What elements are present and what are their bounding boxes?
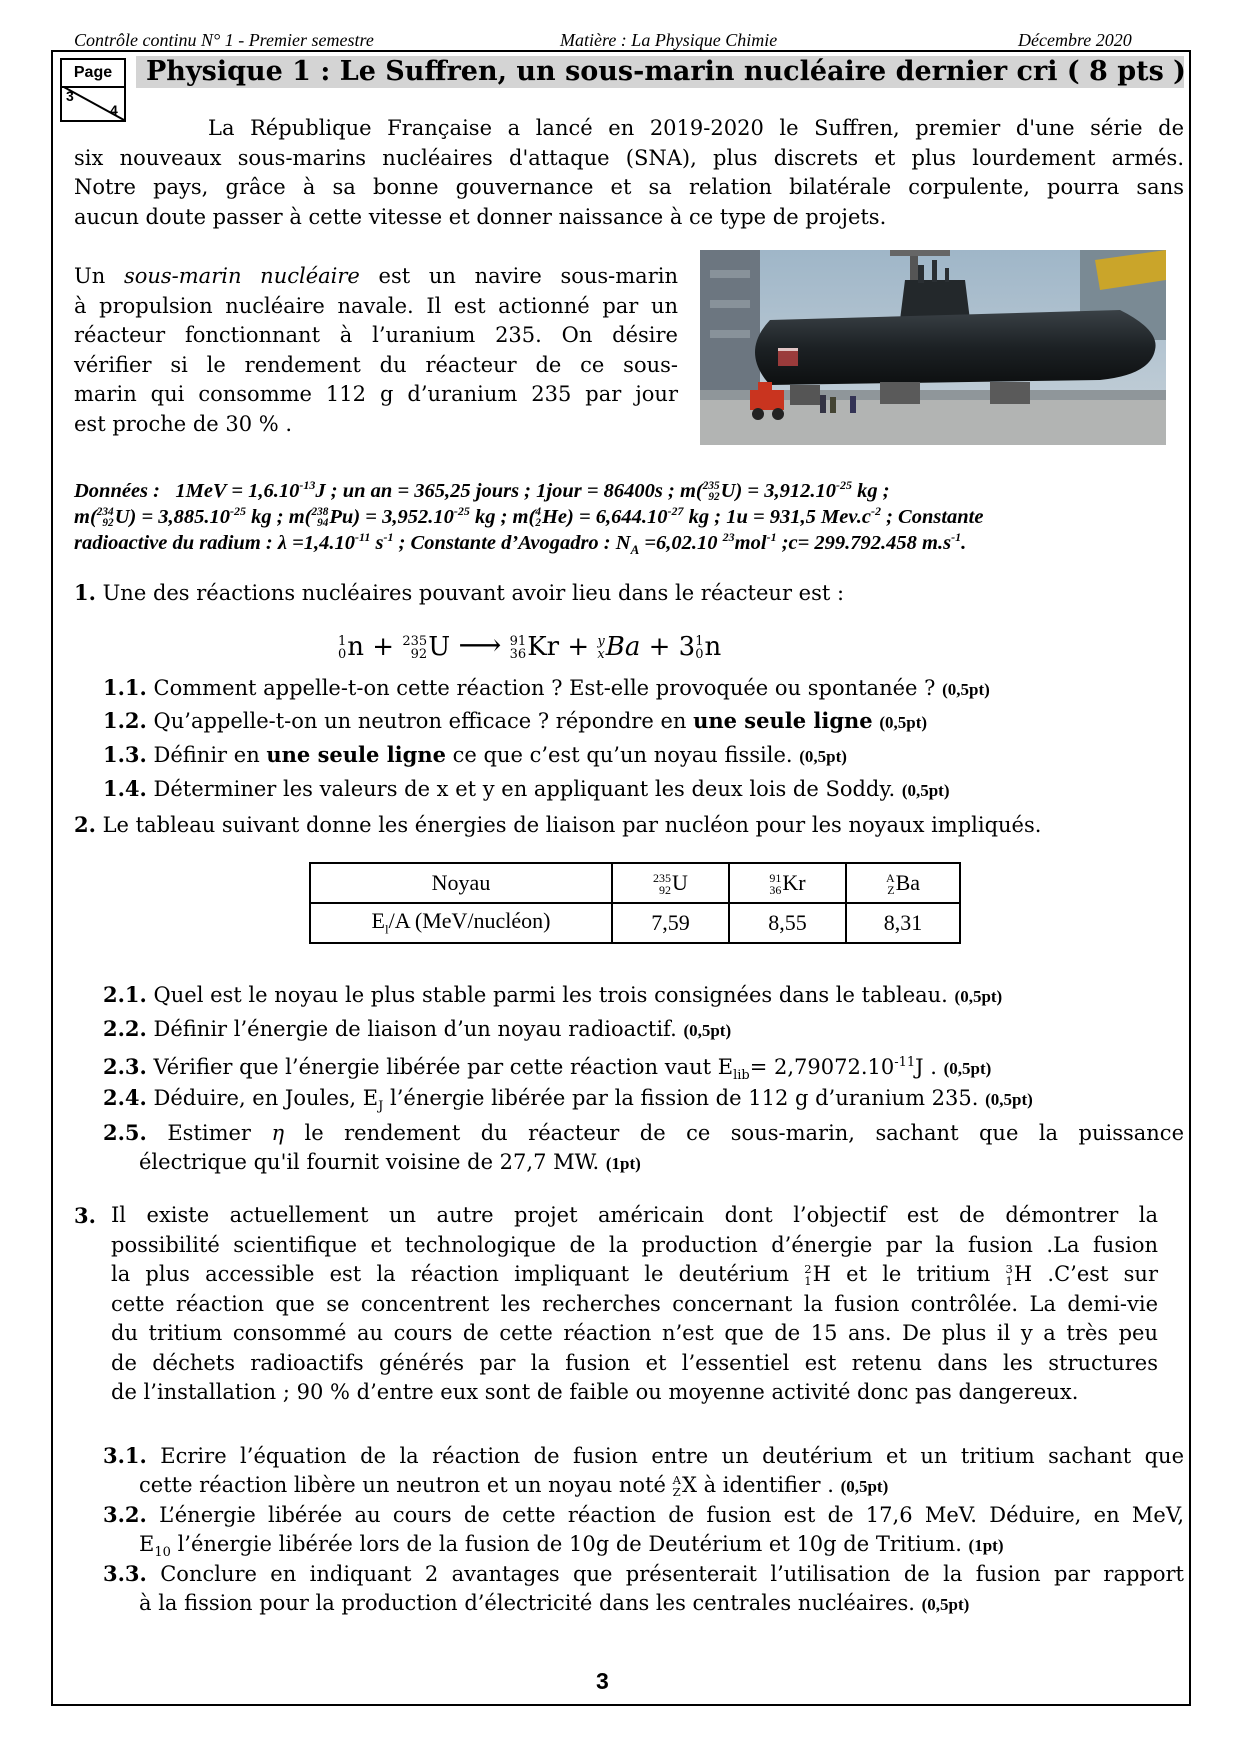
points: (0,5pt)	[942, 680, 990, 699]
data-exp: -2	[870, 504, 881, 518]
eq-neutron: n	[347, 632, 365, 662]
question-text: ce que c’est qu’un noyau fissile.	[445, 743, 800, 767]
question-number: 3.1.	[103, 1443, 147, 1468]
question-number: 2.2.	[103, 1016, 147, 1041]
points: (0,5pt)	[879, 713, 928, 732]
points: (0,5pt)	[799, 747, 847, 766]
question-number: 2.5.	[103, 1120, 147, 1145]
data-text: kg ; m(	[246, 505, 312, 528]
desc-line: vérifier si le rendement du réacteur de ce sous-	[74, 352, 678, 377]
eq-barium: Ba	[605, 632, 641, 662]
iso-n2: 1 0	[695, 634, 704, 662]
question-2-5	[103, 1118, 1184, 1178]
data-text: mol	[734, 531, 767, 554]
question-text: Qu’appelle-t-on un neutron efficace ? répondre en	[146, 709, 694, 733]
question-text: Déterminer les valeurs de x et y en appliquant les deux lois de Soddy.	[146, 777, 902, 801]
question-3-paragraph	[111, 1201, 1158, 1408]
iso-u: 235 92	[402, 634, 428, 662]
question-sub: J	[378, 1099, 384, 1115]
table-header-text: U	[672, 869, 688, 895]
question-text: le rendement du réacteur de ce sous-marin, sachant que la puissance	[284, 1121, 1184, 1145]
exercise-title: Physique 1 : Le Suffren, un sous-marin nucléaire dernier cri ( 8 pts )	[136, 56, 1184, 88]
eq-arrow: ⟶	[458, 628, 502, 663]
question-number: 3.	[74, 1203, 96, 1228]
question-number: 2.	[74, 812, 96, 837]
q3-line: du tritium consommé au cours de cette réaction n’est que de 15 ans. De plus il y a très peu	[111, 1321, 1158, 1345]
iso-pu238: 238 94	[311, 505, 329, 530]
question-text: électrique qu'il fournit voisine de 27,7 MW.	[139, 1150, 606, 1174]
table-cell: 8,55	[729, 903, 846, 943]
question-1-3	[103, 740, 847, 771]
question-2-1	[103, 980, 1002, 1011]
question-text: = 2,79072.10	[749, 1055, 895, 1079]
data-exp: -1	[383, 530, 394, 544]
iso-u235: 235 92	[702, 479, 720, 504]
data-exp: -25	[453, 504, 470, 518]
question-2	[74, 810, 1041, 840]
points: (0,5pt)	[921, 1595, 970, 1614]
question-text: Définir en	[146, 743, 267, 767]
data-text: kg ;	[851, 479, 890, 502]
iso-n: 1 0	[338, 634, 347, 662]
points: (0,5pt)	[901, 781, 950, 800]
data-exp: -27	[667, 504, 684, 518]
header-left: Contrôle continu N° 1 - Premier semestre	[74, 30, 374, 50]
data-text: ; Constante d’Avogadro : N	[393, 531, 631, 554]
desc-line: marin qui consomme 112 g d’uranium 235 par jour	[74, 382, 678, 406]
description-paragraph	[74, 262, 678, 439]
binding-energy-table	[309, 862, 961, 944]
page-label: Page	[62, 60, 124, 88]
question-2-4	[103, 1083, 1033, 1121]
question-1-2	[103, 706, 927, 737]
table-header: Noyau	[310, 863, 612, 903]
data-text: kg ; m(	[469, 505, 536, 528]
points: (0,5pt)	[954, 987, 1003, 1006]
intro-paragraph	[74, 114, 1184, 232]
question-text: cette réaction libère un neutron et un noyau noté	[139, 1473, 673, 1497]
q3-text: H .C’est sur	[1013, 1262, 1158, 1286]
desc-text: est un navire sous-marin	[359, 264, 678, 288]
iso-x: A Z	[672, 1472, 681, 1499]
table-header-kr: 91 36 Kr	[729, 863, 846, 903]
question-text: X à identifier .	[681, 1473, 841, 1497]
data-text: ; Constante	[880, 505, 984, 528]
data-text: Pu) = 3,952.10	[329, 505, 454, 528]
q3-text: H et le tritium	[812, 1262, 1006, 1286]
question-text: Conclure en indiquant 2 avantages que présenterait l’utilisation de la fusion par rapport	[146, 1562, 1184, 1586]
data-exp: -11	[355, 530, 371, 544]
data-text: radioactive du radium : λ =1,4.10	[74, 531, 356, 554]
page-indicator	[60, 58, 126, 122]
question-2-2	[103, 1014, 731, 1045]
data-exp: -13	[299, 478, 316, 492]
header-center: Matière : La Physique Chimie	[560, 30, 778, 50]
question-number: 2.4.	[103, 1085, 147, 1110]
question-bold: une seule ligne	[266, 742, 446, 767]
question-number: 3.2.	[103, 1502, 147, 1527]
question-sub: lib	[733, 1068, 750, 1084]
iso-he4: 4 2	[535, 505, 541, 530]
table-cell-sub: l	[384, 921, 389, 937]
points: (1pt)	[605, 1154, 641, 1173]
data-text: =6,02.10	[639, 531, 723, 554]
data-label: Données :	[74, 479, 160, 502]
data-text: m(	[74, 505, 97, 528]
question-3-3	[103, 1559, 1184, 1619]
data-text: s	[370, 531, 384, 554]
table-header-text: Ba	[895, 869, 921, 895]
desc-line: à propulsion nucléaire navale. Il est actionné par un	[74, 293, 678, 318]
question-text: Une des réactions nucléaires pouvant avoir lieu dans le réacteur est :	[95, 581, 845, 605]
data-text: U) = 3,885.10	[114, 505, 230, 528]
question-number: 1.1.	[103, 675, 147, 700]
table-header-u: 235 92 U	[612, 863, 729, 903]
eq-krypton: Kr	[527, 632, 560, 662]
points: (1pt)	[968, 1536, 1004, 1555]
question-text: Quel est le noyau le plus stable parmi les trois consignées dans le tableau.	[146, 983, 955, 1007]
data-text: J ; un an = 365,25 jours ; 1jour = 86400s ; m(	[315, 479, 703, 502]
eq-plus: +	[567, 632, 590, 662]
question-number: 2.1.	[103, 982, 147, 1007]
question-text: Définir l’énergie de liaison d’un noyau radioactif.	[146, 1017, 684, 1041]
q3-line: de l’installation ; 90 % d’entre eux sont de faible ou moyenne activité donc pas dangereux.	[111, 1380, 1079, 1404]
question-text: Le tableau suivant donne les énergies de liaison par nucléon pour les noyaux impliqués.	[95, 813, 1042, 837]
data-exp: -25	[835, 478, 852, 492]
question-3-1	[103, 1441, 1184, 1501]
table-row	[310, 903, 960, 943]
q3-text: la plus accessible est la réaction impliquant le deutérium	[111, 1262, 805, 1286]
intro-line: La République Française a lancé en 2019-2020 le Suffren, premier d'une série de	[208, 116, 1184, 140]
data-text: He) = 6,644.10	[541, 505, 668, 528]
q3-line: de déchets radioactifs générés par la fusion et l’essentiel est retenu dans les structures	[111, 1350, 1158, 1375]
intro-line: aucun doute passer à cette vitesse et donner naissance à ce type de projets.	[74, 204, 887, 229]
table-header-ba: A Z Ba	[846, 863, 960, 903]
fission-equation	[338, 628, 721, 663]
eq-neutron: n	[704, 632, 722, 662]
q3-line: Il existe actuellement un autre projet américain dont l’objectif est de démontrer la	[111, 1203, 1158, 1227]
q3-line: possibilité scientifique et technologique de la production d’énergie par la fusion .La fusion	[111, 1232, 1158, 1257]
table-cell: 8,31	[846, 903, 960, 943]
question-text: Vérifier que l’énergie libérée par cette réaction vaut E	[146, 1055, 734, 1079]
data-exp: 23	[722, 530, 735, 544]
intro-line: six nouveaux sous-marins nucléaires d'attaque (SNA), plus discrets et plus lourdement armés.	[74, 145, 1184, 170]
question-1-1	[103, 673, 990, 704]
question-1-4	[103, 774, 950, 805]
header-right: Décembre 2020	[1018, 30, 1132, 50]
question-bold: une seule ligne	[693, 708, 873, 733]
intro-line: Notre pays, grâce à sa bonne gouvernance et sa relation bilatérale corpulente, pourra sans	[74, 175, 1184, 199]
question-text: Comment appelle-t-on cette réaction ? Est-elle provoquée ou spontanée ?	[146, 676, 943, 700]
question-number: 3.3.	[103, 1561, 147, 1586]
question-text: Estimer	[146, 1121, 272, 1145]
table-cell-text: /A (MeV/nucléon)	[388, 908, 551, 934]
table-row	[310, 863, 960, 903]
data-text: .	[961, 531, 967, 554]
page-current: 3	[66, 88, 74, 104]
desc-text: Un	[74, 264, 124, 288]
question-exp: -11	[894, 1055, 916, 1070]
data-exp: -1	[951, 530, 962, 544]
points: (0,5pt)	[943, 1059, 992, 1078]
table-row-label	[310, 903, 612, 943]
iso-h2: 2 1	[804, 1261, 812, 1288]
submarine-photo	[700, 250, 1166, 445]
data-line-3	[74, 524, 1184, 563]
question-number: 1.2.	[103, 708, 147, 733]
question-text: Déduire, en Joules, E	[146, 1086, 379, 1110]
question-text: E	[139, 1532, 155, 1556]
question-1	[74, 578, 844, 608]
data-text: ;c= 299.792.458 m.s	[776, 531, 952, 554]
iso-u234: 234 92	[96, 505, 114, 530]
data-exp: -25	[230, 504, 246, 518]
page-number: 3	[596, 1668, 609, 1694]
eta-symbol: η	[271, 1121, 285, 1145]
table-cell-text: E	[371, 908, 385, 934]
iso-kr: 91 36	[509, 634, 527, 662]
question-number: 1.3.	[103, 742, 147, 767]
data-sub: A	[630, 541, 640, 557]
data-text: kg ; 1u = 931,5 Mev.c	[683, 505, 871, 528]
question-text: l’énergie libérée par la fission de 112 g d’uranium 235.	[383, 1086, 986, 1110]
question-text: L’énergie libérée au cours de cette réaction de fusion est de 17,6 MeV. Déduire, en MeV,	[146, 1503, 1184, 1527]
desc-italic: sous-marin nucléaire	[123, 264, 360, 288]
eq-uranium: U	[428, 632, 451, 662]
points: (0,5pt)	[683, 1021, 732, 1040]
q3-line: cette réaction que se concentrent les recherches concernant la fusion contrôlée. La demi-vie	[111, 1291, 1158, 1316]
eq-plus-3: + 3	[648, 632, 696, 662]
eq-plus: +	[372, 632, 395, 662]
page-total: 4	[110, 102, 118, 118]
question-text: Ecrire l’équation de la réaction de fusion entre un deutérium et un tritium sachant que	[146, 1444, 1184, 1468]
table-header-text: Kr	[782, 869, 806, 895]
points: (0,5pt)	[840, 1477, 889, 1496]
question-number: 2.3.	[103, 1054, 147, 1079]
points: (0,5pt)	[985, 1090, 1033, 1109]
question-text: J .	[915, 1055, 944, 1079]
data-exp: -1	[766, 530, 777, 544]
data-text: U) = 3,912.10	[720, 479, 836, 502]
question-text: à la fission pour la production d’électricité dans les centrales nucléaires.	[139, 1591, 922, 1615]
question-number: 1.4.	[103, 776, 147, 801]
desc-line: est proche de 30 % .	[74, 411, 293, 436]
desc-line: réacteur fonctionnant à l’uranium 235. On désire	[74, 323, 678, 347]
question-sub: 10	[154, 1545, 171, 1561]
question-3-2	[103, 1500, 1184, 1567]
table-cell: 7,59	[612, 903, 729, 943]
data-text: 1MeV = 1,6.10	[175, 479, 300, 502]
iso-h3: 3 1	[1005, 1261, 1013, 1288]
iso-ba: y x	[597, 634, 605, 662]
question-number: 1.	[74, 580, 96, 605]
question-text: l’énergie libérée lors de la fusion de 10g de Deutérium et 10g de Tritium.	[170, 1532, 969, 1556]
